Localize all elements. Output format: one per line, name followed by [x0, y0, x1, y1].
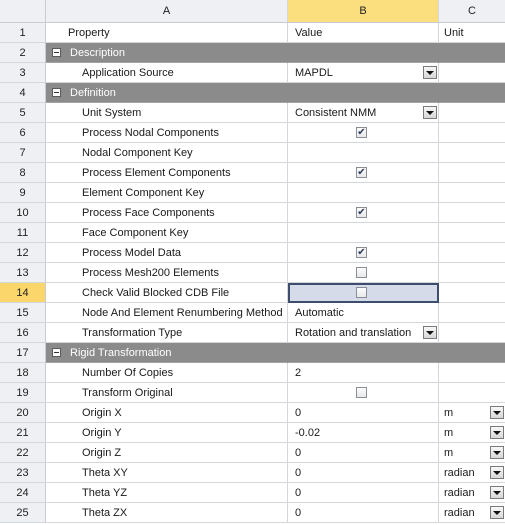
section-row	[0, 43, 505, 63]
property-name: Theta YZ	[46, 483, 288, 503]
property-name: Process Element Components	[46, 163, 288, 183]
property-name: Process Nodal Components	[46, 123, 288, 143]
unit-cell	[439, 383, 505, 403]
checkbox-icon[interactable]	[356, 287, 367, 298]
unit-cell	[439, 223, 505, 243]
table-row	[0, 63, 505, 83]
unit-cell	[439, 63, 505, 83]
section-label-group	[52, 87, 116, 99]
property-name: Theta ZX	[46, 503, 288, 523]
table-row	[0, 423, 505, 443]
property-name: Origin X	[46, 403, 288, 423]
value-field[interactable]	[288, 483, 439, 503]
property-header: Property	[46, 23, 288, 43]
row-number[interactable]: 14	[0, 283, 46, 303]
unit-header: Unit	[439, 23, 505, 43]
property-name: Element Component Key	[46, 183, 288, 203]
row-number[interactable]: 5	[0, 103, 46, 123]
collapse-minus-icon[interactable]	[52, 48, 61, 57]
column-header-b[interactable]: B	[288, 0, 439, 22]
value-text: Consistent NMM	[295, 106, 377, 119]
value-field[interactable]	[288, 463, 439, 483]
dropdown-arrow-icon[interactable]	[490, 406, 504, 419]
table-row	[0, 283, 505, 303]
unit-cell	[439, 323, 505, 343]
value-header: Value	[288, 23, 439, 43]
unit-cell	[439, 263, 505, 283]
table-row	[0, 123, 505, 143]
row-number[interactable]: 4	[0, 83, 46, 103]
value-text: 0	[295, 446, 302, 459]
value-text: 0	[295, 466, 302, 479]
value-text: 0	[295, 486, 302, 499]
table-row	[0, 443, 505, 463]
table-row	[0, 243, 505, 263]
row-number[interactable]: 16	[0, 323, 46, 343]
column-header-a[interactable]: A	[46, 0, 288, 22]
property-name: Unit System	[46, 103, 288, 123]
unit-cell	[439, 123, 505, 143]
unit-dropdown[interactable]	[439, 443, 505, 463]
checkbox-icon[interactable]: ✔	[357, 206, 366, 218]
row-number[interactable]: 20	[0, 403, 46, 423]
header-row	[0, 23, 505, 43]
property-name: Theta XY	[46, 463, 288, 483]
row-number[interactable]: 24	[0, 483, 46, 503]
table-row	[0, 143, 505, 163]
row-number[interactable]: 11	[0, 223, 46, 243]
row-number[interactable]: 17	[0, 343, 46, 363]
unit-text: radian	[444, 466, 475, 479]
table-row	[0, 303, 505, 323]
value-checkbox-cell[interactable]	[288, 203, 439, 223]
unit-text: m	[444, 426, 454, 439]
property-name: Process Mesh200 Elements	[46, 263, 288, 283]
value-text: MAPDL	[295, 66, 333, 79]
section-header[interactable]	[46, 43, 288, 63]
section-label: Description	[70, 46, 126, 59]
unit-cell	[439, 303, 505, 323]
value-field[interactable]	[288, 363, 439, 383]
row-number[interactable]: 19	[0, 383, 46, 403]
unit-text: radian	[444, 506, 475, 519]
section-label: Definition	[70, 86, 116, 99]
row-number[interactable]: 21	[0, 423, 46, 443]
row-number[interactable]: 15	[0, 303, 46, 323]
table-row	[0, 403, 505, 423]
property-name: Transformation Type	[46, 323, 288, 343]
unit-cell	[439, 363, 505, 383]
property-name: Origin Z	[46, 443, 288, 463]
value-text: Rotation and translation	[295, 326, 412, 339]
row-number[interactable]: 12	[0, 243, 46, 263]
unit-text: m	[444, 406, 454, 419]
section-fill	[288, 83, 439, 103]
section-fill	[288, 343, 439, 363]
section-fill	[439, 83, 505, 103]
corner-cell[interactable]	[0, 0, 46, 22]
value-field[interactable]	[288, 303, 439, 323]
table-row	[0, 483, 505, 503]
unit-cell	[439, 203, 505, 223]
table-row	[0, 203, 505, 223]
collapse-minus-icon[interactable]	[52, 88, 61, 97]
property-name: Process Model Data	[46, 243, 288, 263]
value-dropdown[interactable]	[288, 323, 439, 343]
table-row	[0, 263, 505, 283]
dropdown-arrow-icon[interactable]	[423, 106, 437, 119]
row-number[interactable]: 13	[0, 263, 46, 283]
dropdown-arrow-icon[interactable]	[490, 466, 504, 479]
unit-cell	[439, 183, 505, 203]
value-field[interactable]	[288, 503, 439, 523]
table-row	[0, 223, 505, 243]
collapse-minus-icon[interactable]	[52, 348, 61, 357]
dropdown-arrow-icon[interactable]	[423, 326, 437, 339]
row-number[interactable]: 8	[0, 163, 46, 183]
dropdown-arrow-icon[interactable]	[490, 486, 504, 499]
property-name: Node And Element Renumbering Method	[46, 303, 288, 323]
property-name: Number Of Copies	[46, 363, 288, 383]
property-name: Application Source	[46, 63, 288, 83]
unit-text: radian	[444, 486, 475, 499]
unit-cell	[439, 163, 505, 183]
unit-cell	[439, 283, 505, 303]
table-row	[0, 163, 505, 183]
value-field[interactable]	[288, 143, 439, 163]
section-fill	[439, 43, 505, 63]
value-field[interactable]	[288, 183, 439, 203]
section-header[interactable]	[46, 343, 288, 363]
checkbox-icon[interactable]: ✔	[357, 166, 366, 178]
dropdown-arrow-icon[interactable]	[490, 426, 504, 439]
table-row	[0, 363, 505, 383]
row-number[interactable]: 10	[0, 203, 46, 223]
value-text: 2	[295, 366, 302, 379]
column-header-c[interactable]: C	[468, 5, 476, 17]
dropdown-arrow-icon[interactable]	[490, 446, 504, 459]
row-number[interactable]: 23	[0, 463, 46, 483]
checkbox-icon[interactable]	[356, 387, 367, 398]
value-checkbox-cell[interactable]	[288, 123, 439, 143]
table-row	[0, 183, 505, 203]
checkbox-icon[interactable]: ✔	[357, 126, 366, 138]
value-field[interactable]	[288, 443, 439, 463]
table-body	[0, 43, 505, 523]
table-row	[0, 463, 505, 483]
value-checkbox-cell[interactable]	[288, 243, 439, 263]
unit-dropdown[interactable]	[439, 483, 505, 503]
section-fill	[288, 43, 439, 63]
dropdown-arrow-icon[interactable]	[423, 66, 437, 79]
table-row	[0, 323, 505, 343]
value-checkbox-cell[interactable]	[288, 163, 439, 183]
row-number[interactable]: 6	[0, 123, 46, 143]
value-checkbox-cell[interactable]	[288, 383, 439, 403]
property-name: Transform Original	[46, 383, 288, 403]
value-checkbox-cell[interactable]	[288, 283, 439, 303]
unit-cell	[439, 143, 505, 163]
unit-dropdown[interactable]	[439, 463, 505, 483]
value-text: 0	[295, 406, 302, 419]
section-header[interactable]	[46, 83, 288, 103]
table-row	[0, 103, 505, 123]
property-name: Face Component Key	[46, 223, 288, 243]
value-field[interactable]	[288, 423, 439, 443]
value-checkbox-cell[interactable]	[288, 263, 439, 283]
row-number[interactable]: 7	[0, 143, 46, 163]
value-field[interactable]	[288, 403, 439, 423]
value-dropdown[interactable]	[288, 103, 439, 123]
unit-dropdown[interactable]	[439, 403, 505, 423]
row-number[interactable]: 1	[0, 23, 46, 43]
unit-dropdown[interactable]	[439, 423, 505, 443]
unit-text: m	[444, 446, 454, 459]
row-number[interactable]: 3	[0, 63, 46, 83]
section-fill	[439, 343, 505, 363]
row-number[interactable]: 25	[0, 503, 46, 523]
unit-cell	[439, 103, 505, 123]
property-name: Origin Y	[46, 423, 288, 443]
column-header-row	[0, 0, 505, 23]
row-number[interactable]: 9	[0, 183, 46, 203]
value-field[interactable]	[288, 223, 439, 243]
value-dropdown[interactable]	[288, 63, 439, 83]
row-number[interactable]: 2	[0, 43, 46, 63]
table-row	[0, 383, 505, 403]
checkbox-icon[interactable]: ✔	[357, 246, 366, 258]
table-row	[0, 503, 505, 523]
value-text: -0.02	[295, 426, 321, 439]
section-row	[0, 343, 505, 363]
section-label-group	[52, 47, 125, 59]
section-label-group	[52, 347, 172, 359]
checkbox-icon[interactable]	[356, 267, 367, 278]
section-label: Rigid Transformation	[70, 346, 172, 359]
property-name: Process Face Components	[46, 203, 288, 223]
unit-cell	[439, 243, 505, 263]
property-name: Check Valid Blocked CDB File	[46, 283, 288, 303]
row-number[interactable]: 22	[0, 443, 46, 463]
property-name: Nodal Component Key	[46, 143, 288, 163]
section-row	[0, 83, 505, 103]
dropdown-arrow-icon[interactable]	[490, 506, 504, 519]
value-text: Automatic	[295, 306, 344, 319]
row-number[interactable]: 18	[0, 363, 46, 383]
value-text: 0	[295, 506, 302, 519]
unit-dropdown[interactable]	[439, 503, 505, 523]
